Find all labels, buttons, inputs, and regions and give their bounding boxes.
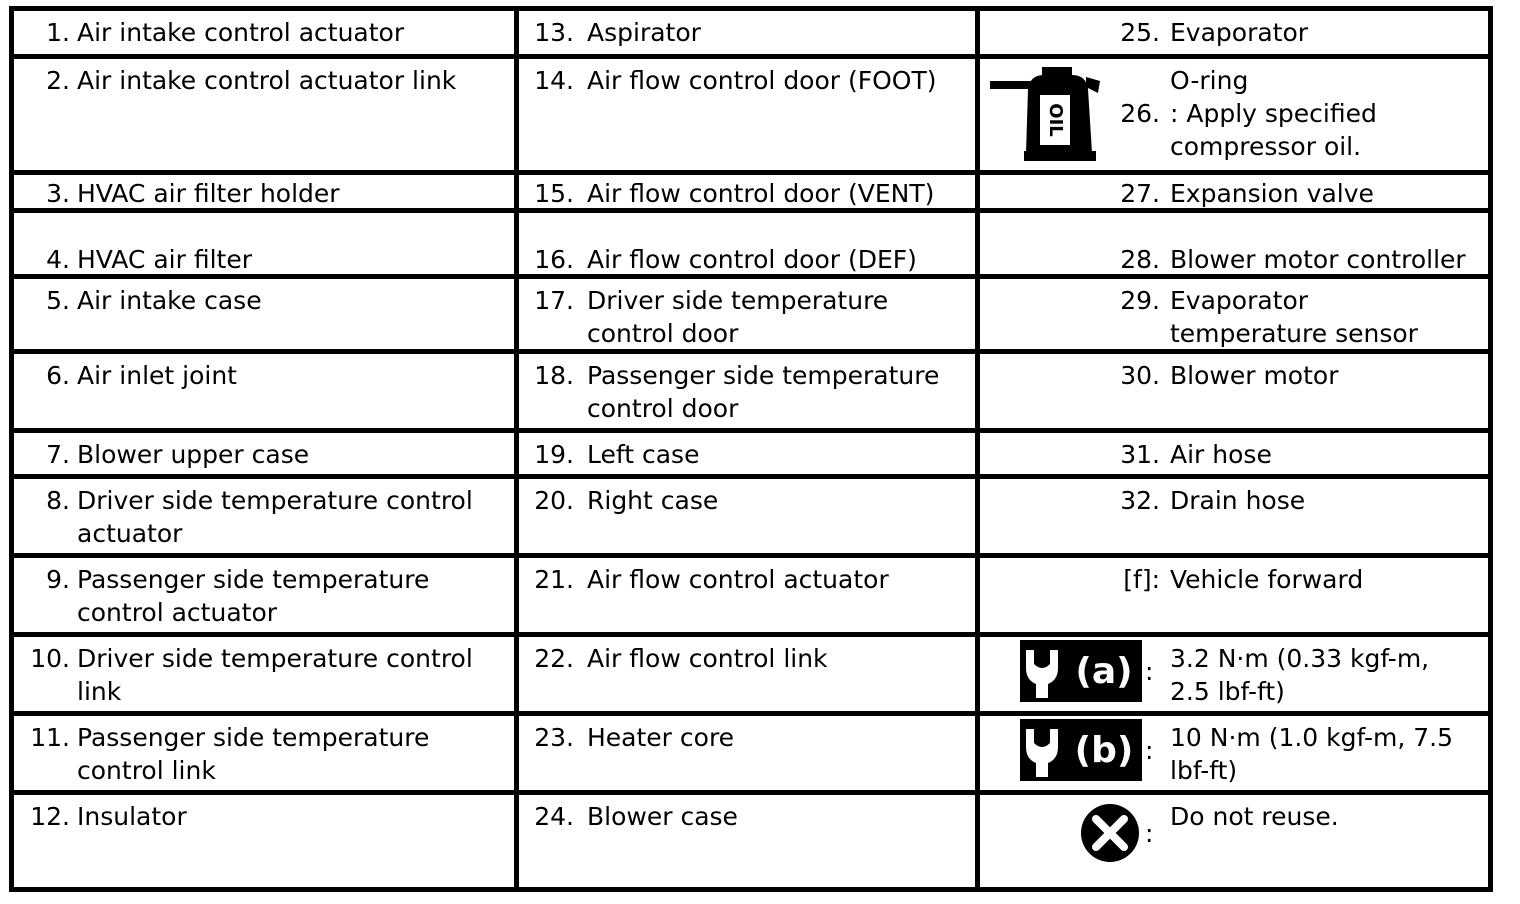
cell-item-14 — [519, 59, 975, 175]
cell-item-30 — [980, 354, 1488, 433]
item-label: Blower motor — [1170, 361, 1339, 390]
cell-item-16 — [519, 213, 975, 279]
cell-item-23 — [519, 716, 975, 795]
item-number: 9. — [46, 565, 70, 594]
item-label: Air flow control door (VENT) — [587, 179, 935, 208]
item-number: [f]: — [1123, 565, 1160, 594]
item-label: Blower case — [587, 802, 738, 831]
item-number: 15. — [534, 179, 574, 208]
table-row — [14, 428, 1488, 479]
item-number: 17. — [534, 286, 574, 315]
item-number: 12. — [30, 802, 70, 831]
table-row — [14, 54, 1488, 175]
item-label: Air intake control actuator — [77, 18, 405, 47]
cell-do-not-reuse — [980, 795, 1488, 892]
item-label: Vehicle forward — [1170, 565, 1364, 594]
table-row — [14, 553, 1488, 637]
item-label: Evaporator — [1170, 18, 1309, 47]
item-number: 6. — [46, 361, 70, 390]
cell-item-9 — [14, 558, 514, 637]
item-number: 29. — [1120, 286, 1160, 315]
item-number: 13. — [534, 18, 574, 47]
item-label: O-ring : Apply specified compressor oil. — [1170, 66, 1377, 161]
item-label: Passenger side temperature control door — [587, 361, 940, 423]
item-number: 18. — [534, 361, 574, 390]
item-label: Expansion valve — [1170, 179, 1374, 208]
cell-item-31 — [980, 433, 1488, 479]
item-label: Left case — [587, 440, 700, 469]
cell-vehicle-forward — [980, 558, 1488, 637]
item-number: 26. — [1120, 99, 1160, 128]
item-number: 7. — [46, 440, 70, 469]
item-label: Driver side temperature control link — [77, 644, 473, 706]
item-label: Driver side temperature control door — [587, 286, 889, 348]
item-number: 27. — [1120, 179, 1160, 208]
item-number: 25. — [1120, 18, 1160, 47]
item-number: 31. — [1120, 440, 1160, 469]
item-label: Driver side temperature control actuator — [77, 486, 473, 548]
item-label: Air flow control door (FOOT) — [587, 66, 937, 95]
cell-item-7 — [14, 433, 514, 479]
item-label: Air hose — [1170, 440, 1272, 469]
cell-item-17 — [519, 279, 975, 354]
table-row — [14, 790, 1488, 892]
cell-item-29 — [980, 279, 1488, 354]
cell-item-8 — [14, 479, 514, 558]
item-number: 19. — [534, 440, 574, 469]
item-label: Air flow control actuator — [587, 565, 889, 594]
cell-item-28 — [980, 213, 1488, 279]
do-not-reuse-icon — [1080, 803, 1140, 863]
table-row — [14, 170, 1488, 213]
item-number: 2. — [46, 66, 70, 95]
parts-legend-table — [9, 6, 1493, 892]
cell-item-1 — [14, 11, 514, 54]
item-number: : — [1145, 819, 1154, 848]
item-number: 20. — [534, 486, 574, 515]
item-number: 8. — [46, 486, 70, 515]
item-label: Air inlet joint — [77, 361, 237, 390]
cell-item-25 — [980, 11, 1488, 54]
table-row — [14, 711, 1488, 795]
cell-item-20 — [519, 479, 975, 558]
oil-icon-label: OIL — [1045, 103, 1066, 137]
table-row — [14, 208, 1488, 279]
item-number: 10. — [30, 644, 70, 673]
cell-item-5 — [14, 279, 514, 354]
cell-item-22 — [519, 637, 975, 716]
item-number: 11. — [30, 723, 70, 752]
item-number: 3. — [46, 179, 70, 208]
table-row — [14, 274, 1488, 354]
table-row — [14, 349, 1488, 433]
cell-item-13 — [519, 11, 975, 54]
cell-item-21 — [519, 558, 975, 637]
item-label: 3.2 N·m (0.33 kgf-m, 2.5 lbf-ft) — [1170, 644, 1430, 706]
item-number: 5. — [46, 286, 70, 315]
item-label: Air flow control door (DEF) — [587, 245, 917, 274]
item-number: 24. — [534, 802, 574, 831]
cell-item-4 — [14, 213, 514, 279]
cell-item-18 — [519, 354, 975, 433]
item-label: Insulator — [77, 802, 187, 831]
item-number: : — [1145, 657, 1154, 686]
cell-item-12 — [14, 795, 514, 892]
item-number: 22. — [534, 644, 574, 673]
item-label: Right case — [587, 486, 719, 515]
torque-icon-label: (a) — [1075, 651, 1133, 692]
item-label: 10 N·m (1.0 kgf-m, 7.5 lbf-ft) — [1170, 723, 1453, 785]
item-label: HVAC air filter holder — [77, 179, 340, 208]
item-number: 23. — [534, 723, 574, 752]
cell-item-6 — [14, 354, 514, 433]
item-label: Blower upper case — [77, 440, 310, 469]
item-number: 16. — [534, 245, 574, 274]
torque-icon-label: (b) — [1074, 730, 1134, 771]
item-label: Passenger side temperature control link — [77, 723, 430, 785]
item-number: 14. — [534, 66, 574, 95]
table-row — [14, 632, 1488, 716]
cell-item-19 — [519, 433, 975, 479]
item-number: 32. — [1120, 486, 1160, 515]
table-row — [14, 474, 1488, 558]
cell-item-10 — [14, 637, 514, 716]
item-number: : — [1145, 736, 1154, 765]
item-number: 21. — [534, 565, 574, 594]
cell-item-2 — [14, 59, 514, 175]
item-label: Air intake control actuator link — [77, 66, 457, 95]
item-number: 30. — [1120, 361, 1160, 390]
cell-torque-b — [980, 716, 1488, 795]
item-label: Evaporator temperature sensor — [1170, 286, 1418, 348]
cell-item-32 — [980, 479, 1488, 558]
table-row — [14, 11, 1488, 54]
item-label: Drain hose — [1170, 486, 1306, 515]
torque-wrench-icon — [1020, 719, 1142, 781]
item-number: 28. — [1120, 245, 1160, 274]
cell-item-26 — [980, 59, 1488, 175]
item-number: 4. — [46, 245, 70, 274]
item-label: Passenger side temperature control actuator — [77, 565, 430, 627]
item-label: Heater core — [587, 723, 735, 752]
item-label: HVAC air filter — [77, 245, 253, 274]
item-label: Do not reuse. — [1170, 802, 1339, 831]
torque-wrench-icon — [1020, 640, 1142, 702]
item-label: Aspirator — [587, 18, 701, 47]
item-number: 1. — [46, 18, 70, 47]
item-label: Blower motor controller — [1170, 245, 1466, 274]
item-label: Air intake case — [77, 286, 262, 315]
cell-item-24 — [519, 795, 975, 892]
cell-torque-a — [980, 637, 1488, 716]
item-label: Air flow control link — [587, 644, 828, 673]
cell-item-11 — [14, 716, 514, 795]
